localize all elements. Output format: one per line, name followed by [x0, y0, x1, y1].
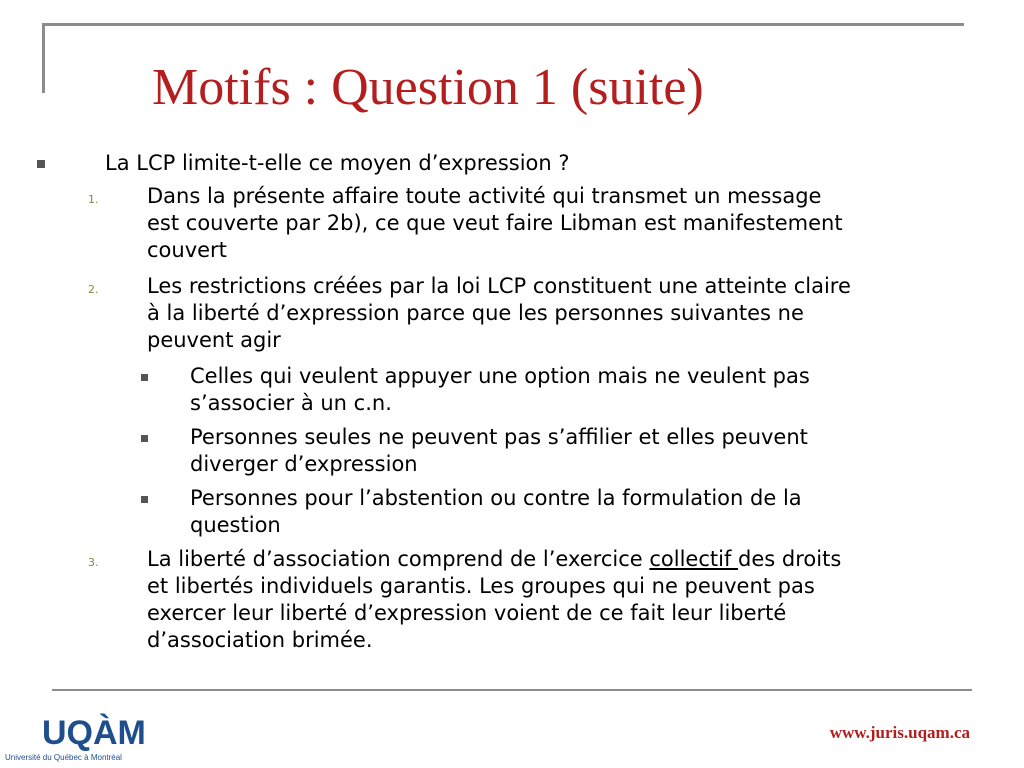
point-3-text-before: La liberté d’association comprend de l’exercice — [147, 547, 650, 571]
slide-title: Motifs : Question 1 (suite) — [152, 59, 704, 116]
bullet-square — [37, 160, 45, 168]
frame-left-line — [42, 23, 45, 93]
sub-item-2-line-1: Personnes seules ne peuvent pas s’affilier et elles peuvent — [190, 425, 808, 449]
footer-url-link[interactable]: www.juris.uqam.ca — [829, 723, 970, 742]
logo-wordmark: UQÀM — [42, 714, 146, 752]
frame-top-line — [42, 23, 964, 26]
sub-item-3-line-2: question — [190, 513, 281, 537]
point-number-1: 1. — [88, 193, 99, 206]
sub-item-3-line-1: Personnes pour l’abstention ou contre la formulation de la — [190, 486, 802, 510]
point-2-line-2: à la liberté d’expression parce que les personnes suivantes ne — [147, 301, 804, 325]
point-3-line-1 — [147, 549, 841, 570]
uqam-logo — [2, 716, 152, 766]
point-3-text-after: des droits — [738, 547, 842, 571]
footer-rule — [52, 689, 972, 691]
sub-bullet-square — [141, 374, 148, 381]
sub-bullet-square — [141, 496, 148, 503]
question-text: La LCP limite-t-elle ce moyen d’expression ? — [105, 151, 570, 175]
point-2-line-3: peuvent agir — [147, 328, 281, 352]
logo-subtitle: Université du Québec à Montréal — [5, 753, 122, 762]
point-1-line-3: couvert — [147, 238, 227, 262]
point-number-3: 3. — [88, 556, 99, 569]
sub-bullet-square — [141, 435, 148, 442]
point-number-2: 2. — [88, 283, 99, 296]
sub-item-1-line-1: Celles qui veulent appuyer une option mais ne veulent pas — [190, 364, 810, 388]
sub-item-2-line-2: diverger d’expression — [190, 452, 418, 476]
collectif-underlined: collectif — [649, 547, 739, 571]
point-1-line-2: est couverte par 2b), ce que veut faire Libman est manifestement — [147, 211, 843, 235]
sub-item-1-line-2: s’associer à un c.n. — [190, 391, 392, 415]
point-3-line-2: et libertés individuels garantis. Les groupes qui ne peuvent pas — [147, 574, 815, 598]
point-2-line-1: Les restrictions créées par la loi LCP constituent une atteinte claire — [147, 274, 851, 298]
point-1-line-1: Dans la présente affaire toute activité qui transmet un message — [147, 184, 822, 208]
point-3-line-4: d’association brimée. — [147, 628, 373, 652]
point-3-line-3: exercer leur liberté d’expression voient de ce fait leur liberté — [147, 601, 787, 625]
